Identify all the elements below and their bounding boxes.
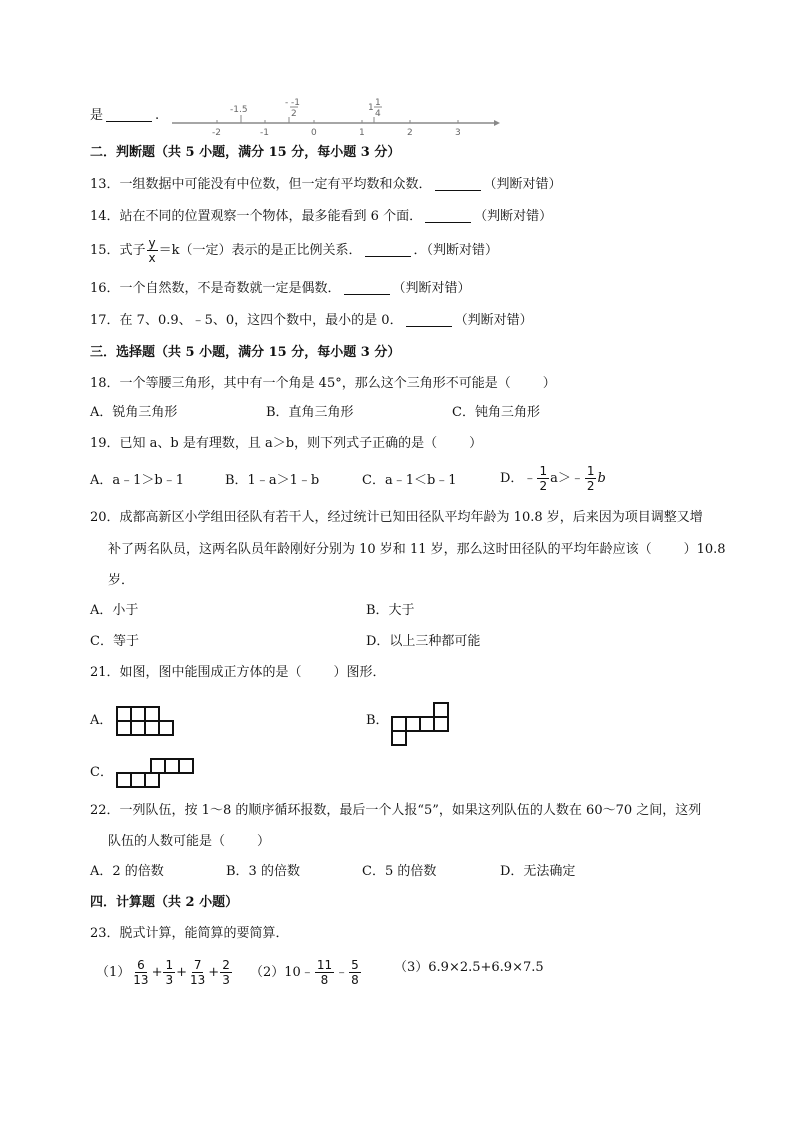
q19-option-b[interactable]: B．1﹣a＞1﹣b bbox=[225, 473, 320, 488]
mark-label-5-4-num: 1 bbox=[375, 98, 381, 108]
tick-label-2: 2 bbox=[407, 128, 413, 138]
answer-blank[interactable] bbox=[106, 108, 152, 122]
fraction-half-a: $\frac{1}{2}$ bbox=[539, 464, 548, 493]
q20-option-a[interactable]: A．小于 bbox=[90, 603, 139, 618]
q21-option-a[interactable]: A． bbox=[90, 713, 113, 728]
answer-blank-13[interactable] bbox=[435, 177, 481, 191]
q22-option-b[interactable]: B．3 的倍数 bbox=[226, 864, 300, 879]
mark-label-mhalf-num: -1 bbox=[291, 98, 300, 108]
mark-label-5-4-den: 4 bbox=[375, 109, 381, 119]
mark-label-m1-5: -1.5 bbox=[230, 105, 248, 115]
question-15: 15．式子 $\frac{y}{x}$ ＝k（一定）表示的是正比例关系． ．（判断对错） bbox=[90, 236, 499, 265]
fraction-half-b: $\frac{1}{2}$ bbox=[586, 464, 595, 493]
question-18: 18．一个等腰三角形，其中有一个角是 45°，那么这个三角形不可能是（ ） bbox=[90, 376, 556, 391]
answer-blank-14[interactable] bbox=[425, 209, 471, 223]
question-22-line-1: 22．一列队伍，按 1～8 的顺序循环报数，最后一个人报“5”，如果这列队伍的人数在 60～70 之间，这列 bbox=[90, 803, 702, 818]
answer-blank-17[interactable] bbox=[406, 313, 452, 327]
question-13: 13．一组数据中可能没有中位数，但一定有平均数和众数． （判断对错） bbox=[90, 177, 562, 192]
q19-option-c[interactable]: C．a﹣1＜b﹣1 bbox=[362, 473, 457, 488]
tick-label-0: 0 bbox=[311, 128, 317, 138]
calc-2: （2）10﹣ $\frac{11}{8}$ ﹣ $\frac{5}{8}$ bbox=[250, 958, 359, 987]
fill-line-top: 是 . bbox=[90, 108, 160, 123]
q22-option-d[interactable]: D．无法确定 bbox=[500, 864, 576, 879]
q21-option-c[interactable]: C． bbox=[90, 765, 113, 780]
question-20-line-2: 补了两名队员，这两名队员年龄刚好分别为 10 岁和 11 岁，那么这时田径队的平均年龄应该（ ）10.8 bbox=[108, 542, 726, 557]
question-20-line-3: 岁． bbox=[108, 573, 135, 588]
answer-blank-16[interactable] bbox=[344, 281, 390, 295]
q19-option-a[interactable]: A．a﹣1＞b﹣1 bbox=[90, 473, 185, 488]
tick-label-3: 3 bbox=[455, 128, 461, 138]
question-16: 16．一个自然数，不是奇数就一定是偶数． （判断对错） bbox=[90, 281, 471, 296]
tick-label-m2: -2 bbox=[212, 128, 221, 138]
tick-label-1: 1 bbox=[359, 128, 365, 138]
q18-option-b[interactable]: B．直角三角形 bbox=[266, 405, 354, 420]
q22-option-c[interactable]: C．5 的倍数 bbox=[362, 864, 437, 879]
q20-option-c[interactable]: C．等于 bbox=[90, 634, 139, 649]
q20-option-b[interactable]: B．大于 bbox=[366, 603, 415, 618]
mark-label-mhalf-den: 2 bbox=[291, 109, 297, 119]
section-3-title: 三．选择题（共 5 小题，满分 15 分，每小题 3 分） bbox=[90, 345, 401, 360]
question-22-line-2: 队伍的人数可能是（ ） bbox=[108, 834, 271, 849]
question-17: 17．在 7、0.9、﹣5、0，这四个数中，最小的是 0． （判断对错） bbox=[90, 313, 533, 328]
calc-1: （1） $\frac{6}{13}$ + $\frac{1}{3}$ + $\frac{7}{13}$ + $\frac{2}{3}$ bbox=[96, 958, 230, 987]
number-line bbox=[172, 96, 502, 140]
q18-option-a[interactable]: A．锐角三角形 bbox=[90, 405, 178, 420]
question-23: 23．脱式计算，能简算的要简算． bbox=[90, 926, 289, 941]
answer-blank-15[interactable] bbox=[365, 243, 411, 257]
fraction-y-over-x: $\frac{y}{x}$ bbox=[148, 236, 156, 265]
q21-option-b[interactable]: B． bbox=[366, 713, 389, 728]
calc-3: （3）6.9×2.5+6.9×7.5 bbox=[394, 960, 544, 975]
mark-label-mhalf-minus: - bbox=[285, 98, 289, 108]
question-21: 21．如图，图中能围成正方体的是（ ）图形． bbox=[90, 665, 386, 680]
question-20-line-1: 20．成都高新区小学组田径队有若干人，经过统计已知田径队平均年龄为 10.8 岁，后来因为项目调整又增 bbox=[90, 510, 703, 525]
question-14: 14．站在不同的位置观察一个物体，最多能看到 6 个面． （判断对错） bbox=[90, 209, 553, 224]
q22-option-a[interactable]: A．2 的倍数 bbox=[90, 864, 164, 879]
mark-label-5-4-whole: 1 bbox=[368, 103, 374, 113]
number-line-arrow bbox=[494, 120, 500, 126]
q19-option-d[interactable]: D．﹣ $\frac{1}{2}$ a＞﹣ $\frac{1}{2}$ b bbox=[500, 464, 606, 493]
q20-option-d[interactable]: D．以上三种都可能 bbox=[366, 634, 481, 649]
tick-label-m1: -1 bbox=[260, 128, 269, 138]
question-19: 19．已知 a、b 是有理数，且 a＞b，则下列式子正确的是（ ） bbox=[90, 436, 483, 451]
section-2-title: 二．判断题（共 5 小题，满分 15 分，每小题 3 分） bbox=[90, 145, 401, 160]
section-4-title: 四．计算题（共 2 小题） bbox=[90, 895, 239, 910]
q18-option-c[interactable]: C．钝角三角形 bbox=[452, 405, 540, 420]
